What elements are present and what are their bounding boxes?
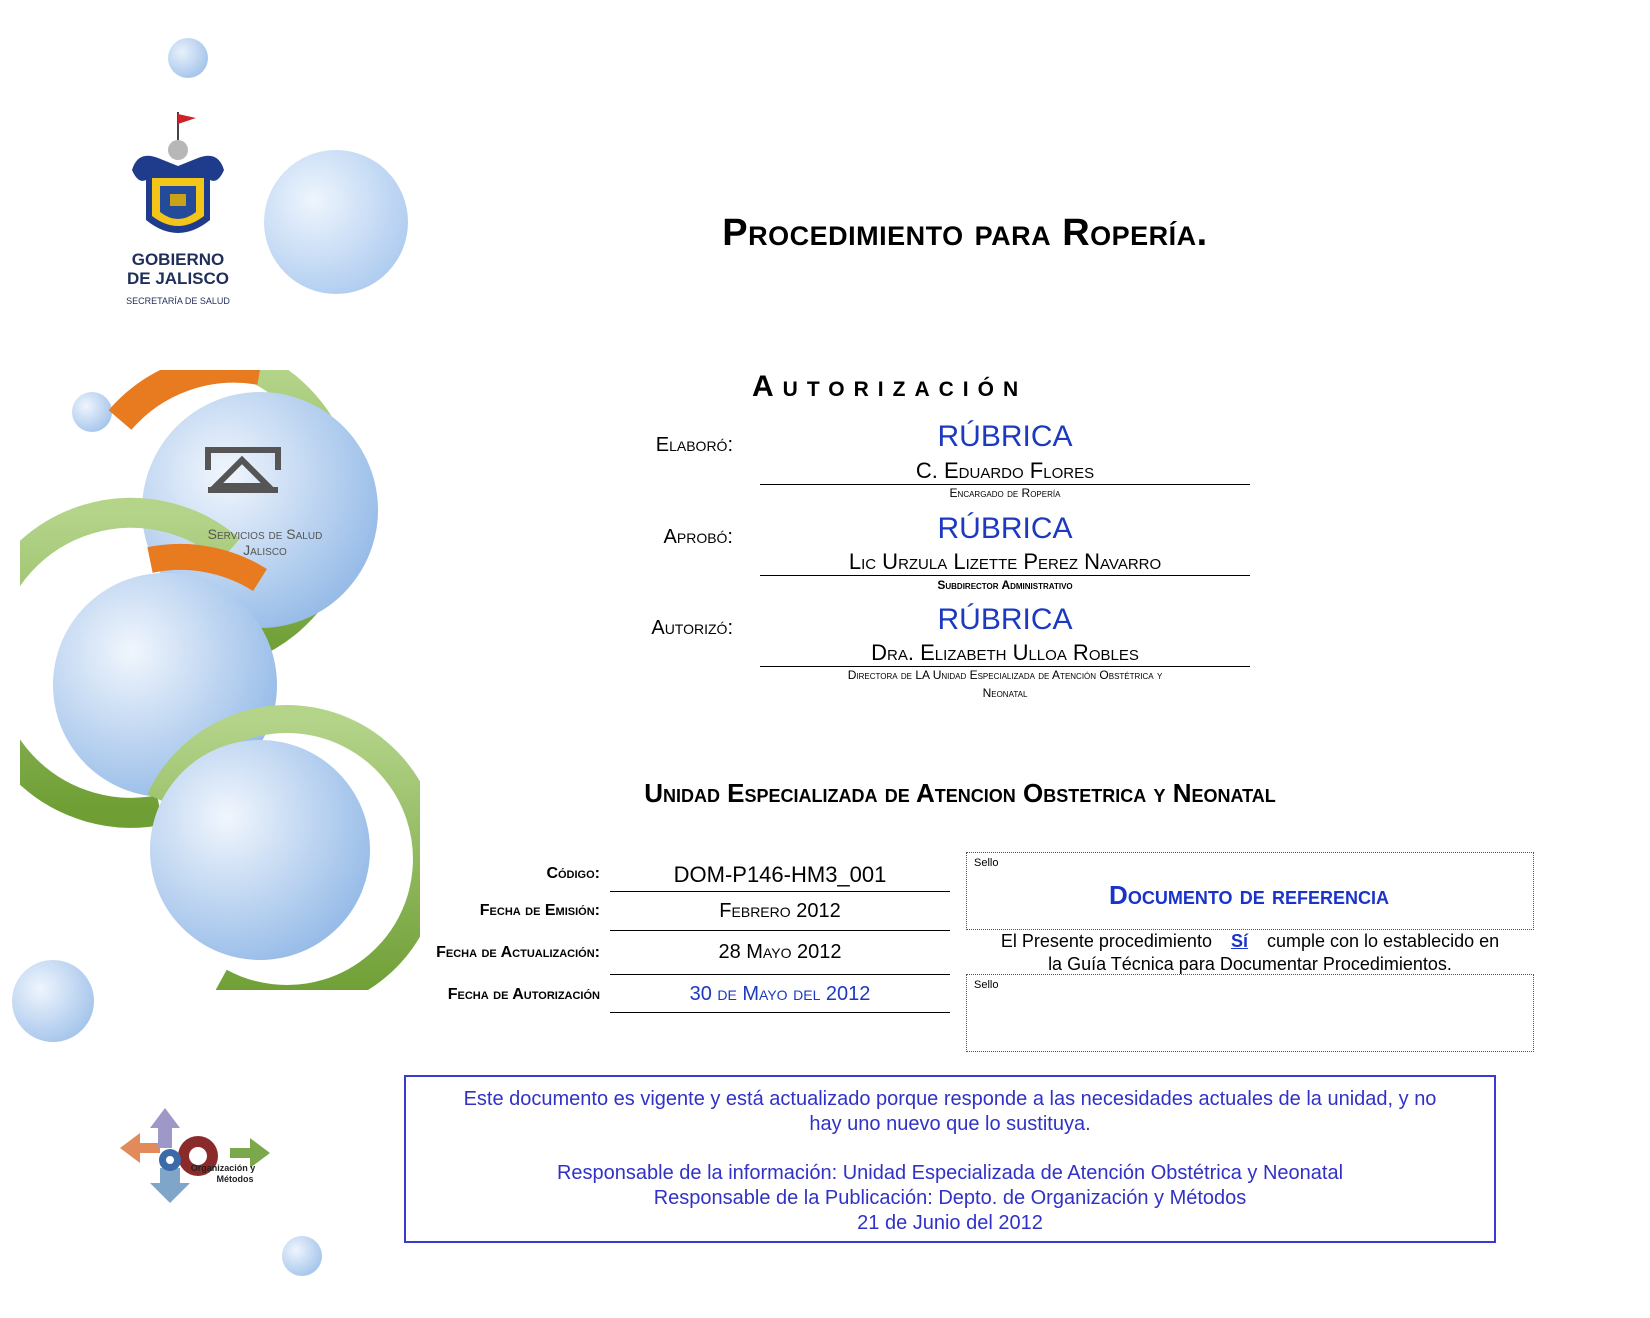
decorative-bubble [282,1236,322,1276]
elaboro-rubrica: RÚBRICA [937,420,1073,453]
field-line [610,1012,950,1013]
emision-value: Febrero 2012 [719,900,841,922]
sello-box-2 [966,974,1534,1052]
aprobo-label: Aprobó: [663,526,733,548]
compliance-pre: El Presente procedimiento [1000,931,1217,951]
om-logo-line2: Métodos [216,1174,254,1184]
aprobo-role: Subdirector Administrativo [937,578,1073,592]
autorizo-name: Dra. Elizabeth Ulloa Robles [871,640,1139,665]
organizacion-metodos-logo [90,1098,280,1208]
notice-line1: Este documento es vigente y está actualizado porque responde a las necesidades actuales de la unidad, y no [463,1088,1437,1110]
autorizo-rubrica: RÚBRICA [937,603,1073,636]
autorizo-role-line1: Directora de LA Unidad Especializada de Atención Obstétrica y [847,668,1163,682]
compliance-line2: la Guía Técnica para Documentar Procedimientos. [1048,954,1452,974]
gov-logo-line2: DE JALISCO [126,269,230,288]
compliance-post: cumple con lo establecido en [1261,931,1500,951]
om-logo-line1: Organización y [190,1163,256,1173]
notice-line2: hay uno nuevo que lo sustituya. [809,1113,1091,1135]
actualizacion-label: Fecha de Actualización: [436,944,600,961]
cycle-graphic [20,370,420,990]
field-line [610,974,950,975]
field-line [610,930,950,931]
notice-line5: 21 de Junio del 2012 [857,1212,1043,1234]
gov-logo-line1: GOBIERNO [131,250,225,269]
sello-label-2: Sello [974,979,999,991]
emision-label: Fecha de Emisión: [479,902,600,919]
elaboro-role: Encargado de Ropería [949,486,1061,500]
unit-title: Unidad Especializada de Atencion Obstetrica y Neonatal [644,778,1276,808]
elaboro-label: Elaboró: [655,434,733,456]
aprobo-rubrica: RÚBRICA [937,512,1073,545]
vigencia-notice-box [404,1075,1496,1243]
codigo-value: DOM-P146-HM3_001 [673,862,887,887]
aprobo-name: Lic Urzula Lizette Perez Navarro [848,549,1162,574]
autorizacion-label: Fecha de Autorización [447,986,600,1003]
ssj-logo-line1: Servicios de Salud [207,526,323,542]
ssj-logo-line2: Jalisco [243,542,287,558]
documento-referencia: Documento de referencia [1109,880,1389,910]
field-line [610,891,950,892]
elaboro-name: C. Eduardo Flores [915,458,1095,483]
autorizacion-value: 30 de Mayo del 2012 [689,983,871,1005]
gov-logo-line3: SECRETARÍA DE SALUD [126,296,230,306]
autorizo-label: Autorizó: [651,617,733,639]
compliance-answer: Sí [1230,931,1248,951]
sello-label-1: Sello [974,857,999,869]
page-title: Procedimiento para Ropería. [722,212,1208,254]
codigo-label: Código: [546,865,600,882]
autorizo-role-line2: Neonatal [982,686,1028,700]
decorative-bubble [168,38,208,78]
actualizacion-value: 28 Mayo 2012 [718,941,842,963]
notice-line4: Responsable de la Publicación: Depto. de Organización y Métodos [653,1187,1247,1209]
notice-line3: Responsable de la información: Unidad Especializada de Atención Obstétrica y Neonatal [556,1162,1344,1184]
gobierno-jalisco-logo [118,110,238,310]
authorization-heading: Autorización [752,370,1028,403]
compliance-statement [960,930,1540,976]
